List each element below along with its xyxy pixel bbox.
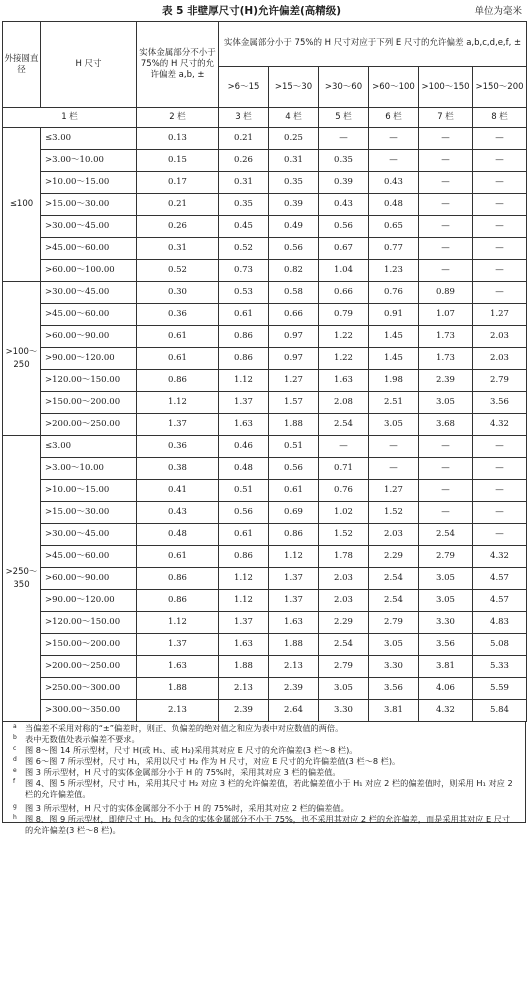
column-number: 4 栏 (269, 108, 319, 128)
tolerance-cell: 0.26 (219, 150, 269, 172)
tolerance-cell: 0.38 (137, 458, 219, 480)
tolerance-cell: 0.48 (219, 458, 269, 480)
h-range-cell: >60.00～90.00 (41, 568, 137, 590)
h-range-cell: ≤3.00 (41, 436, 137, 458)
tolerance-cell: — (419, 480, 473, 502)
tolerance-cell: 3.81 (419, 656, 473, 678)
tolerance-cell: 0.35 (219, 194, 269, 216)
table-row (3, 436, 527, 458)
footnote-mark: d (13, 756, 17, 763)
tolerance-cell: 0.86 (137, 568, 219, 590)
tolerance-cell: 0.48 (137, 524, 219, 546)
tolerance-cell: 0.51 (219, 480, 269, 502)
tolerance-cell: — (473, 238, 527, 260)
tolerance-cell: — (473, 216, 527, 238)
tolerance-cell: 1.37 (269, 568, 319, 590)
tolerance-cell: — (419, 260, 473, 282)
tolerance-cell: 2.03 (369, 524, 419, 546)
footnote-mark: a (13, 723, 17, 730)
h-range-cell: >3.00～10.00 (41, 150, 137, 172)
tolerance-cell: 0.43 (137, 502, 219, 524)
h-range-cell: >30.00～45.00 (41, 524, 137, 546)
tolerance-cell: — (473, 194, 527, 216)
diameter-group-label: >100～250 (3, 282, 41, 436)
footnote-text: 图 4、图 5 所示型材，尺寸 H₁，采用其尺寸 H₂ 对应 3 栏的允许偏差值，若此偏差值小于 H₁ 对应 2 栏的偏差值时，则采用 H₁ 对应 2 栏的允许偏差值。 (25, 778, 513, 799)
tolerance-cell: 1.12 (137, 392, 219, 414)
h-range-cell: >300.00～350.00 (41, 700, 137, 722)
tolerance-cell: — (473, 282, 527, 304)
tolerance-cell: 0.58 (269, 282, 319, 304)
footnote-text: 图 8、图 9 所示型材，即使尺寸 H₁、H₂ 包含的实体金属部分不小于 75%，也不采用其对应 2 栏的允许偏差，而是采用其对应 E 尺寸的允许偏差(3 栏～8 栏)。 (25, 814, 511, 835)
tolerance-cell: 0.61 (137, 326, 219, 348)
tolerance-cell: — (369, 436, 419, 458)
tolerance-cell: 0.66 (269, 304, 319, 326)
unit-label: 单位为毫米 (474, 6, 522, 17)
header-outer-diameter: 外接圆直径 (3, 22, 41, 108)
tolerance-cell: 2.08 (319, 392, 369, 414)
tolerance-cell: 4.83 (473, 612, 527, 634)
tolerance-cell: 1.02 (319, 502, 369, 524)
tolerance-cell: 1.37 (269, 590, 319, 612)
footnote-mark: g (13, 803, 17, 810)
title-row (0, 0, 530, 20)
table-row (3, 700, 527, 722)
table-row (3, 502, 527, 524)
footnote-mark: b (13, 734, 17, 741)
tolerance-cell: 3.05 (419, 568, 473, 590)
tolerance-cell: 1.37 (137, 634, 219, 656)
tolerance-cell: 1.63 (219, 634, 269, 656)
tolerance-cell: 1.12 (137, 612, 219, 634)
footnote-mark: e (13, 767, 17, 774)
header-h-size: H 尺寸 (41, 22, 137, 108)
tolerance-cell: — (473, 524, 527, 546)
column-number: 5 栏 (319, 108, 369, 128)
tolerance-cell: — (419, 216, 473, 238)
tolerance-cell: 0.45 (219, 216, 269, 238)
tolerance-cell: 2.29 (369, 546, 419, 568)
tolerance-cell: 2.13 (269, 656, 319, 678)
tolerance-cell: 0.21 (219, 128, 269, 150)
tolerance-cell: 1.12 (219, 370, 269, 392)
table-row (3, 260, 527, 282)
tolerance-cell: 0.53 (219, 282, 269, 304)
header-e-range: >150～200 (473, 67, 527, 108)
tolerance-cell: 0.56 (319, 216, 369, 238)
tolerance-cell: 3.05 (369, 414, 419, 436)
table-row (3, 524, 527, 546)
tolerance-cell: 2.39 (269, 678, 319, 700)
tolerance-cell: 0.61 (219, 304, 269, 326)
tolerance-cell: 0.71 (319, 458, 369, 480)
tolerance-cell: 0.30 (137, 282, 219, 304)
tolerance-cell: 4.57 (473, 568, 527, 590)
footnote-text: 表中无数值处表示偏差不要求。 (25, 734, 140, 744)
tolerance-cell: 1.37 (219, 612, 269, 634)
table-row (3, 414, 527, 436)
table-row (3, 238, 527, 260)
table-row (3, 612, 527, 634)
tolerance-cell: 0.41 (137, 480, 219, 502)
tolerance-cell: — (319, 128, 369, 150)
tolerance-cell: — (419, 238, 473, 260)
column-number: 2 栏 (137, 108, 219, 128)
table-row (3, 194, 527, 216)
tolerance-cell: 1.63 (269, 612, 319, 634)
tolerance-cell: 0.61 (137, 546, 219, 568)
tolerance-cell: — (369, 150, 419, 172)
tolerance-cell: 0.17 (137, 172, 219, 194)
tolerance-cell: 2.79 (419, 546, 473, 568)
tolerance-cell: 3.05 (369, 634, 419, 656)
footnote (13, 723, 518, 734)
tolerance-cell: 0.56 (219, 502, 269, 524)
tolerance-cell: 0.86 (137, 370, 219, 392)
header-e-range: >60～100 (369, 67, 419, 108)
tolerance-cell: 1.12 (219, 568, 269, 590)
tolerance-cell: 2.03 (473, 348, 527, 370)
tolerance-cell: 1.27 (473, 304, 527, 326)
tolerance-cell: 0.31 (137, 238, 219, 260)
tolerance-cell: 1.88 (219, 656, 269, 678)
tolerance-cell: 1.12 (219, 590, 269, 612)
tolerance-cell: 0.61 (269, 480, 319, 502)
column-number: 6 栏 (369, 108, 419, 128)
tolerance-cell: 0.43 (319, 194, 369, 216)
diameter-group-label: ≤100 (3, 128, 41, 282)
tolerance-cell: — (419, 194, 473, 216)
tolerance-cell: 1.63 (137, 656, 219, 678)
header-solid-metal: 实体金属部分不小于 75%的 H 尺寸的允许偏差 a,b, ± (137, 22, 219, 108)
tolerance-cell: 0.76 (369, 282, 419, 304)
tolerance-cell: — (473, 480, 527, 502)
tolerance-cell: 0.86 (137, 590, 219, 612)
tolerance-cell: 0.61 (219, 524, 269, 546)
tolerance-cell: 0.51 (269, 436, 319, 458)
tolerance-cell: 1.57 (269, 392, 319, 414)
tolerance-cell: 5.84 (473, 700, 527, 722)
tolerance-cell: 5.08 (473, 634, 527, 656)
header-e-range: >30～60 (319, 67, 369, 108)
tolerance-cell: — (419, 436, 473, 458)
tolerance-cell: — (473, 128, 527, 150)
tolerance-cell: 2.13 (219, 678, 269, 700)
tolerance-cell: 4.06 (419, 678, 473, 700)
tolerance-cell: 0.86 (269, 524, 319, 546)
tolerance-cell: 1.27 (369, 480, 419, 502)
tolerance-cell: 2.64 (269, 700, 319, 722)
tolerance-cell: 2.51 (369, 392, 419, 414)
footnote-mark: c (13, 745, 17, 752)
tolerance-cell: — (473, 260, 527, 282)
tolerance-table (2, 21, 527, 722)
tolerance-cell: 2.79 (319, 656, 369, 678)
tolerance-cell: 4.32 (473, 414, 527, 436)
tolerance-cell: 3.56 (369, 678, 419, 700)
tolerance-cell: 2.03 (473, 326, 527, 348)
footnote-mark: h (13, 814, 17, 821)
table-row (3, 458, 527, 480)
tolerance-cell: 3.05 (419, 590, 473, 612)
tolerance-cell: 0.35 (319, 150, 369, 172)
h-range-cell: >10.00～15.00 (41, 480, 137, 502)
h-range-cell: >200.00～250.00 (41, 414, 137, 436)
tolerance-cell: 0.97 (269, 348, 319, 370)
tolerance-cell: 2.54 (419, 524, 473, 546)
footnote (13, 814, 518, 836)
h-range-cell: >30.00～45.00 (41, 282, 137, 304)
h-range-cell: >60.00～90.00 (41, 326, 137, 348)
footnote (13, 745, 518, 756)
tolerance-cell: 0.79 (319, 304, 369, 326)
table-row (3, 656, 527, 678)
footnote-text: 图 3 所示型材，H 尺寸的实体金属部分不小于 H 的 75%时，采用其对应 2 栏的偏差值。 (25, 803, 349, 813)
header-e-range: >100～150 (419, 67, 473, 108)
tolerance-cell: 1.37 (137, 414, 219, 436)
tolerance-cell: 3.81 (369, 700, 419, 722)
table-row (3, 326, 527, 348)
h-range-cell: >150.00～200.00 (41, 392, 137, 414)
h-range-cell: >15.00～30.00 (41, 502, 137, 524)
tolerance-cell: 2.39 (219, 700, 269, 722)
tolerance-cell: 2.39 (419, 370, 473, 392)
h-range-cell: >30.00～45.00 (41, 216, 137, 238)
tolerance-cell: 1.98 (369, 370, 419, 392)
column-number: 7 栏 (419, 108, 473, 128)
h-range-cell: >90.00～120.00 (41, 348, 137, 370)
tolerance-cell: 0.61 (137, 348, 219, 370)
tolerance-cell: 1.45 (369, 326, 419, 348)
tolerance-cell: 4.32 (473, 546, 527, 568)
tolerance-cell: 0.97 (269, 326, 319, 348)
tolerance-cell: — (419, 150, 473, 172)
tolerance-cell: 0.69 (269, 502, 319, 524)
tolerance-cell: 0.67 (319, 238, 369, 260)
tolerance-cell: — (473, 436, 527, 458)
tolerance-cell: 3.56 (473, 392, 527, 414)
tolerance-cell: 0.21 (137, 194, 219, 216)
table-row (3, 128, 527, 150)
h-range-cell: >45.00～60.00 (41, 238, 137, 260)
tolerance-cell: 2.79 (369, 612, 419, 634)
tolerance-cell: — (419, 458, 473, 480)
tolerance-cell: 0.52 (219, 238, 269, 260)
tolerance-cell: 1.45 (369, 348, 419, 370)
header-e-range: >6～15 (219, 67, 269, 108)
column-number: 8 栏 (473, 108, 527, 128)
tolerance-cell: — (369, 128, 419, 150)
tolerance-cell: — (319, 436, 369, 458)
tolerance-cell: 2.13 (137, 700, 219, 722)
h-range-cell: >10.00～15.00 (41, 172, 137, 194)
tolerance-cell: 2.79 (473, 370, 527, 392)
h-range-cell: >45.00～60.00 (41, 304, 137, 326)
tolerance-cell: 0.25 (269, 128, 319, 150)
table-row (3, 634, 527, 656)
tolerance-cell: — (473, 458, 527, 480)
tolerance-cell: 2.03 (319, 590, 369, 612)
table-row (3, 480, 527, 502)
h-range-cell: >200.00～250.00 (41, 656, 137, 678)
tolerance-cell: 0.48 (369, 194, 419, 216)
tolerance-cell: 3.30 (419, 612, 473, 634)
tolerance-cell: 1.52 (369, 502, 419, 524)
tolerance-cell: — (419, 128, 473, 150)
tolerance-cell: 1.12 (269, 546, 319, 568)
tolerance-cell: 0.31 (219, 172, 269, 194)
footnote (13, 756, 518, 767)
table-row (3, 304, 527, 326)
footnote-text: 图 8～图 14 所示型材，尺寸 H(或 H₁、或 H₂)采用其对应 E 尺寸的允许偏差(3 栏～8 栏)。 (25, 745, 358, 755)
tolerance-cell: 1.27 (269, 370, 319, 392)
diameter-group-label: >250～350 (3, 436, 41, 722)
tolerance-cell: 1.78 (319, 546, 369, 568)
tolerance-cell: 2.54 (369, 568, 419, 590)
h-range-cell: >150.00～200.00 (41, 634, 137, 656)
tolerance-cell: 2.03 (319, 568, 369, 590)
tolerance-cell: 0.31 (269, 150, 319, 172)
tolerance-cell: 0.39 (269, 194, 319, 216)
tolerance-cell: 1.73 (419, 326, 473, 348)
tolerance-cell: 0.86 (219, 326, 269, 348)
tolerance-cell: 3.30 (319, 700, 369, 722)
tolerance-cell: 0.49 (269, 216, 319, 238)
tolerance-cell: 1.23 (369, 260, 419, 282)
table-row (3, 678, 527, 700)
h-range-cell: ≤3.00 (41, 128, 137, 150)
tolerance-cell: 0.52 (137, 260, 219, 282)
footnote-text: 图 6～图 7 所示型材，尺寸 H₁，采用以尺寸 H₂ 作为 H 尺寸，对应 E 尺寸的允许偏差值(3 栏～8 栏)。 (25, 756, 401, 766)
table-row (3, 546, 527, 568)
tolerance-cell: — (419, 172, 473, 194)
tolerance-cell: 1.63 (319, 370, 369, 392)
tolerance-cell: 2.29 (319, 612, 369, 634)
tolerance-cell: 1.88 (269, 414, 319, 436)
table-row (3, 172, 527, 194)
footnote (13, 803, 518, 814)
footnote (13, 778, 518, 800)
h-range-cell: >3.00～10.00 (41, 458, 137, 480)
tolerance-cell: 0.91 (369, 304, 419, 326)
footnotes (2, 722, 526, 835)
h-range-cell: >120.00～150.00 (41, 612, 137, 634)
tolerance-cell: 5.59 (473, 678, 527, 700)
table-row (3, 568, 527, 590)
footnote-text: 当偏差不采用对称的“±”偏差时，则正、负偏差的绝对值之和应为表中对应数值的两倍。 (25, 723, 344, 733)
tolerance-cell: 0.46 (219, 436, 269, 458)
tolerance-cell: — (369, 458, 419, 480)
tolerance-cell: 0.82 (269, 260, 319, 282)
table-title: 表 5 非壁厚尺寸(H)允许偏差(高精级) (162, 5, 342, 17)
table-row (3, 150, 527, 172)
column-number: 1 栏 (3, 108, 137, 128)
tolerance-cell: 1.04 (319, 260, 369, 282)
tolerance-cell: 0.43 (369, 172, 419, 194)
tolerance-cell: 0.35 (269, 172, 319, 194)
tolerance-cell: 3.30 (369, 656, 419, 678)
footnote-mark: f (13, 778, 16, 785)
tolerance-cell: 0.13 (137, 128, 219, 150)
tolerance-cell: 4.57 (473, 590, 527, 612)
tolerance-cell: 2.54 (319, 634, 369, 656)
footnote-text: 图 3 所示型材，H 尺寸的实体金属部分小于 H 的 75%时，采用其对应 3 栏的偏差值。 (25, 767, 341, 777)
header-partial-metal: 实体金属部分小于 75%的 H 尺寸对应于下列 E 尺寸的允许偏差 a,b,c,d,e,f, ± (219, 22, 527, 67)
tolerance-cell: 0.56 (269, 238, 319, 260)
tolerance-cell: — (473, 172, 527, 194)
table-row (3, 348, 527, 370)
tolerance-cell: 0.76 (319, 480, 369, 502)
footnote (13, 767, 518, 778)
tolerance-cell: 2.54 (369, 590, 419, 612)
tolerance-cell: 0.26 (137, 216, 219, 238)
tolerance-cell: 2.54 (319, 414, 369, 436)
tolerance-cell: 4.32 (419, 700, 473, 722)
tolerance-cell: 0.15 (137, 150, 219, 172)
tolerance-cell: 1.37 (219, 392, 269, 414)
tolerance-cell: — (473, 502, 527, 524)
tolerance-cell: 3.56 (419, 634, 473, 656)
h-range-cell: >250.00～300.00 (41, 678, 137, 700)
table-row (3, 370, 527, 392)
tolerance-cell: 0.86 (219, 348, 269, 370)
tolerance-cell: 3.68 (419, 414, 473, 436)
tolerance-cell: 1.73 (419, 348, 473, 370)
tolerance-cell: 1.22 (319, 348, 369, 370)
tolerance-cell: 1.88 (269, 634, 319, 656)
tolerance-cell: 1.88 (137, 678, 219, 700)
footnote (13, 734, 518, 745)
h-range-cell: >120.00～150.00 (41, 370, 137, 392)
tolerance-cell: 0.86 (219, 546, 269, 568)
tolerance-cell: — (473, 150, 527, 172)
tolerance-cell: 1.52 (319, 524, 369, 546)
tolerance-cell: 0.77 (369, 238, 419, 260)
tolerance-cell: 3.05 (319, 678, 369, 700)
tolerance-cell: 1.07 (419, 304, 473, 326)
h-range-cell: >90.00～120.00 (41, 590, 137, 612)
tolerance-cell: 0.73 (219, 260, 269, 282)
tolerance-cell: 0.39 (319, 172, 369, 194)
tolerance-cell: 0.36 (137, 304, 219, 326)
tolerance-cell: 0.89 (419, 282, 473, 304)
tolerance-cell: 1.22 (319, 326, 369, 348)
h-range-cell: >60.00～100.00 (41, 260, 137, 282)
table-row (3, 392, 527, 414)
tolerance-cell: — (419, 502, 473, 524)
table-row (3, 216, 527, 238)
tolerance-cell: 0.66 (319, 282, 369, 304)
header-e-range: >15～30 (269, 67, 319, 108)
column-number: 3 栏 (219, 108, 269, 128)
tolerance-cell: 3.05 (419, 392, 473, 414)
tolerance-cell: 1.63 (219, 414, 269, 436)
h-range-cell: >45.00～60.00 (41, 546, 137, 568)
tolerance-cell: 5.33 (473, 656, 527, 678)
h-range-cell: >15.00～30.00 (41, 194, 137, 216)
tolerance-cell: 0.36 (137, 436, 219, 458)
table-row (3, 282, 527, 304)
table-row (3, 590, 527, 612)
tolerance-cell: 0.56 (269, 458, 319, 480)
tolerance-cell: 0.65 (369, 216, 419, 238)
